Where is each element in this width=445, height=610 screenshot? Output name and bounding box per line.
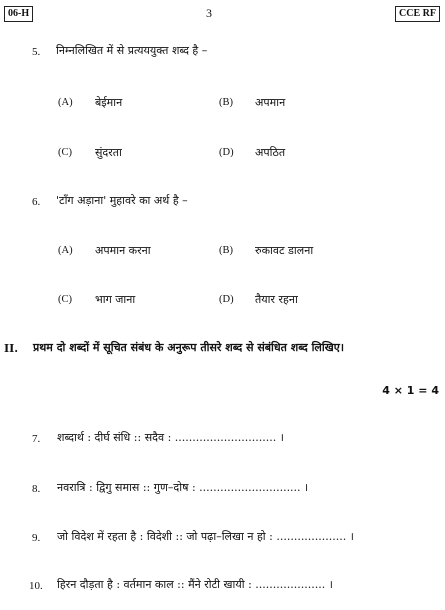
q6-option-c-text: भाग जाना	[95, 293, 136, 306]
question-6-number: 6.	[32, 196, 41, 208]
item-8-number: 8.	[32, 483, 41, 495]
q5-option-c-label: (C)	[58, 147, 72, 158]
section-2-marks: 4 × 1 = 4	[382, 384, 439, 397]
item-8-text: नवरात्रि : द्विगु समास :: गुण–दोष : ............................. ।	[57, 481, 309, 494]
q5-option-c-text: सुंदरता	[95, 146, 122, 159]
paper-code: 06-H	[8, 8, 30, 19]
q6-option-b-text: रुकावट डालना	[255, 244, 314, 257]
item-7-text: शब्दार्थ : दीर्घ संधि :: सदैव : ............................. ।	[57, 431, 284, 444]
series-code-box	[395, 6, 440, 22]
q6-option-a-text: अपमान करना	[95, 244, 151, 257]
q5-option-b-text: अपमान	[255, 96, 286, 109]
question-6-text: 'टाँग अड़ाना' मुहावरे का अर्थ है –	[56, 194, 188, 207]
question-5-number: 5.	[32, 46, 41, 58]
paper-code-box	[4, 6, 33, 22]
series-code: CCE RF	[399, 8, 436, 19]
q5-option-a-label: (A)	[58, 97, 73, 108]
item-9-number: 9.	[32, 532, 41, 544]
q6-option-d-label: (D)	[219, 294, 234, 305]
section-2-number: II.	[4, 342, 19, 355]
q5-option-b-label: (B)	[219, 97, 233, 108]
item-10-text: हिरन दौड़ता है : वर्तमान काल :: मैंने रोटी खायी : .................... ।	[57, 578, 333, 591]
page-number: 3	[206, 6, 212, 20]
item-10-number: 10.	[29, 580, 43, 592]
question-5-text: निम्नलिखित में से प्रत्यययुक्त शब्द है –	[56, 44, 208, 57]
item-9-text: जो विदेश में रहता है : विदेशी :: जो पढ़ा–लिखा न हो : .................... ।	[57, 530, 354, 543]
item-7-number: 7.	[32, 433, 41, 445]
q5-option-a-text: बेईमान	[95, 96, 123, 109]
q6-option-d-text: तैयार रहना	[255, 293, 298, 306]
q6-option-c-label: (C)	[58, 294, 72, 305]
section-2-instruction: प्रथम दो शब्दों में सूचित संबंध के अनुरूप तीसरे शब्द से संबंधित शब्द लिखिए।	[33, 341, 344, 354]
q6-option-a-label: (A)	[58, 245, 73, 256]
q5-option-d-label: (D)	[219, 147, 234, 158]
q6-option-b-label: (B)	[219, 245, 233, 256]
q5-option-d-text: अपठित	[255, 146, 286, 159]
